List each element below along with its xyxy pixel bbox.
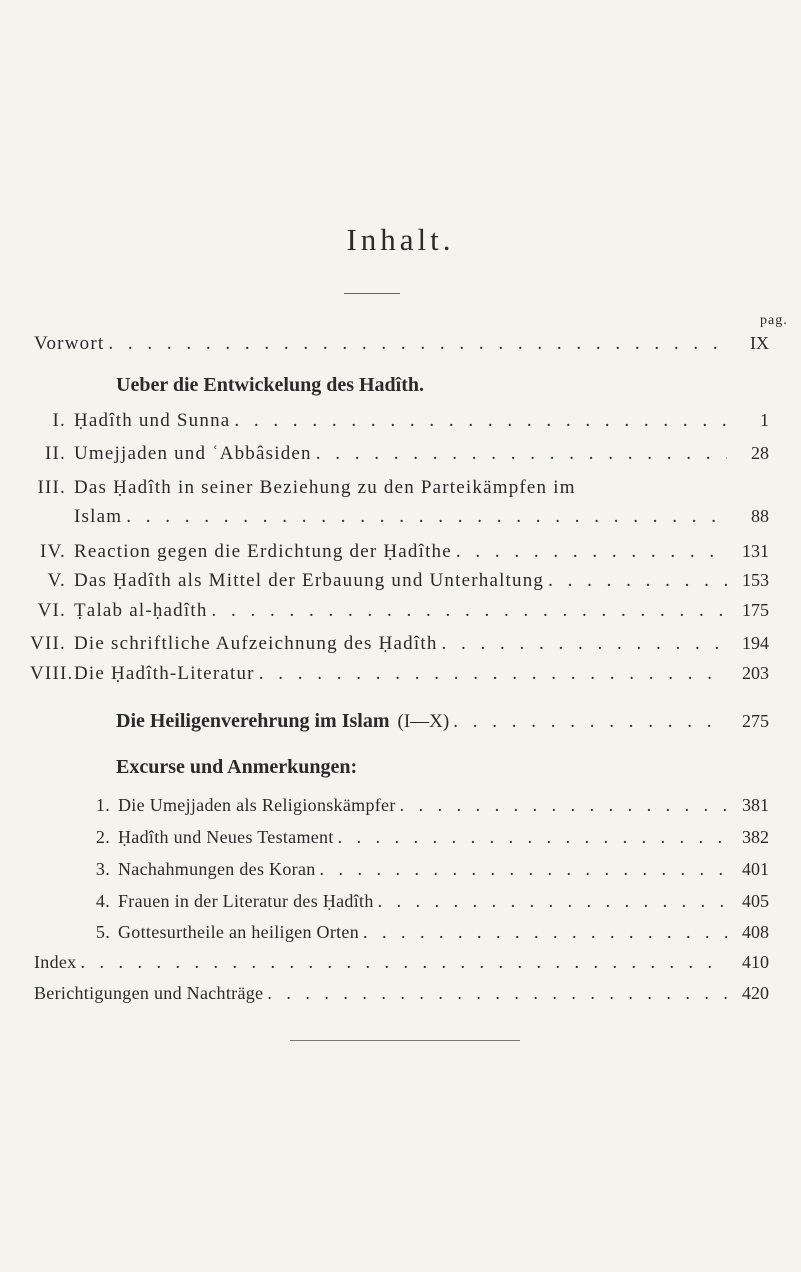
leader-dots [548, 570, 727, 592]
section-heading-entwickelung: Ueber die Entwickelung des Hadîth. [116, 374, 424, 396]
toc-entry [90, 922, 769, 943]
roman-numeral: I. [52, 410, 66, 431]
leader-dots [316, 443, 727, 465]
toc-entry-label: Umejjaden und ʿAbbâsiden [74, 443, 312, 464]
page-number: 88 [751, 506, 769, 526]
section-heading-heiligenverehrung: Die Heiligenverehrung im Islam [116, 710, 390, 732]
roman-numeral: VIII. [30, 663, 74, 684]
item-number: 4. [95, 891, 110, 911]
leader-dots [378, 891, 727, 912]
chapter-range: (I—X) [397, 711, 450, 732]
section-heading-excurse: Excurse und Anmerkungen: [116, 756, 358, 778]
page-number: 405 [742, 891, 769, 911]
page-number: 401 [742, 859, 769, 879]
toc-entry-heiligenverehrung [116, 710, 769, 733]
toc-entry [30, 477, 769, 499]
toc-entry-label: Nachahmungen des Koran [118, 859, 316, 879]
leader-dots [259, 663, 727, 685]
item-number: 3. [95, 859, 110, 879]
page-number: 410 [742, 952, 769, 972]
toc-entry-label: Ṭalab al-ḥadîth [74, 600, 208, 621]
toc-entry-label: Index [34, 952, 77, 972]
toc-entry-continuation [74, 506, 769, 528]
toc-entry-index [34, 952, 769, 973]
roman-numeral: II. [44, 443, 66, 464]
toc-entry-label: Ḥadîth und Sunna [74, 410, 231, 431]
page-number: 275 [742, 711, 769, 731]
toc-entry [30, 570, 769, 592]
leader-dots [234, 410, 727, 432]
page-number: 1 [760, 410, 769, 430]
leader-dots [212, 600, 727, 622]
leader-dots [320, 859, 727, 880]
leader-dots [80, 952, 727, 973]
toc-entry-label: Das Ḥadîth als Mittel der Erbauung und Unterhaltung [74, 570, 545, 591]
page-number: 408 [742, 922, 769, 942]
toc-entry-label: Frauen in der Literatur des Ḥadîth [118, 891, 374, 911]
toc-entry-label: Berichtigungen und Nachträge [34, 983, 264, 1003]
leader-dots [126, 506, 727, 528]
toc-entry-label: Die schriftliche Aufzeichnung des Ḥadîth [74, 633, 438, 654]
toc-entry [90, 827, 769, 848]
toc-entry-label: Reaction gegen die Erdichtung der Ḥadîthe [74, 541, 452, 562]
leader-dots [338, 827, 727, 848]
roman-numeral: IV. [40, 541, 66, 562]
title-divider [344, 293, 400, 294]
toc-entry-label: Das Ḥadîth in seiner Beziehung zu den Parteikämpfen im [74, 477, 576, 498]
page-number: 131 [742, 541, 769, 561]
page-number: 153 [742, 570, 769, 590]
toc-entry [90, 795, 769, 816]
roman-numeral: III. [37, 477, 66, 498]
toc-entry-label: Vorwort [34, 333, 105, 354]
leader-dots [456, 541, 727, 563]
roman-numeral: VII. [30, 633, 66, 654]
toc-entry-label: Islam [74, 506, 123, 527]
leader-dots [400, 795, 727, 816]
item-number: 1. [95, 795, 110, 815]
page-number: 420 [742, 983, 769, 1003]
page-number: 28 [751, 443, 769, 463]
leader-dots [363, 922, 727, 943]
leader-dots [442, 633, 727, 655]
toc-entry-label: Die Umejjaden als Religionskämpfer [118, 795, 396, 815]
toc-entry [30, 410, 769, 432]
toc-entry-label: Gottesurtheile an heiligen Orten [118, 922, 360, 942]
page-number: 175 [742, 600, 769, 620]
roman-numeral: VI. [37, 600, 66, 621]
page-number: 382 [742, 827, 769, 847]
toc-entry-label: Die Ḥadîth-Literatur [74, 663, 255, 684]
leader-dots [267, 983, 727, 1004]
page-number: 194 [742, 633, 769, 653]
leader-dots [108, 333, 727, 355]
toc-entry [30, 541, 769, 563]
leader-dots [453, 711, 727, 733]
toc-entry [90, 891, 769, 912]
page-number: 203 [742, 663, 769, 683]
closing-divider [290, 1040, 520, 1041]
item-number: 5. [95, 922, 110, 942]
page-number: 381 [742, 795, 769, 815]
toc-entry [30, 633, 769, 655]
toc-entry [30, 443, 769, 465]
page-number: IX [750, 333, 769, 353]
toc-entry-label: Ḥadîth und Neues Testament [118, 827, 334, 847]
toc-entry [30, 600, 769, 622]
page-title: Inhalt. [346, 222, 455, 257]
toc-entry [30, 663, 769, 685]
toc-entry-corrections [34, 983, 769, 1004]
toc-entry [90, 859, 769, 880]
toc-entry-vorwort [34, 333, 769, 355]
page-column-label: pag. [760, 313, 788, 328]
item-number: 2. [95, 827, 110, 847]
roman-numeral: V. [47, 570, 66, 591]
